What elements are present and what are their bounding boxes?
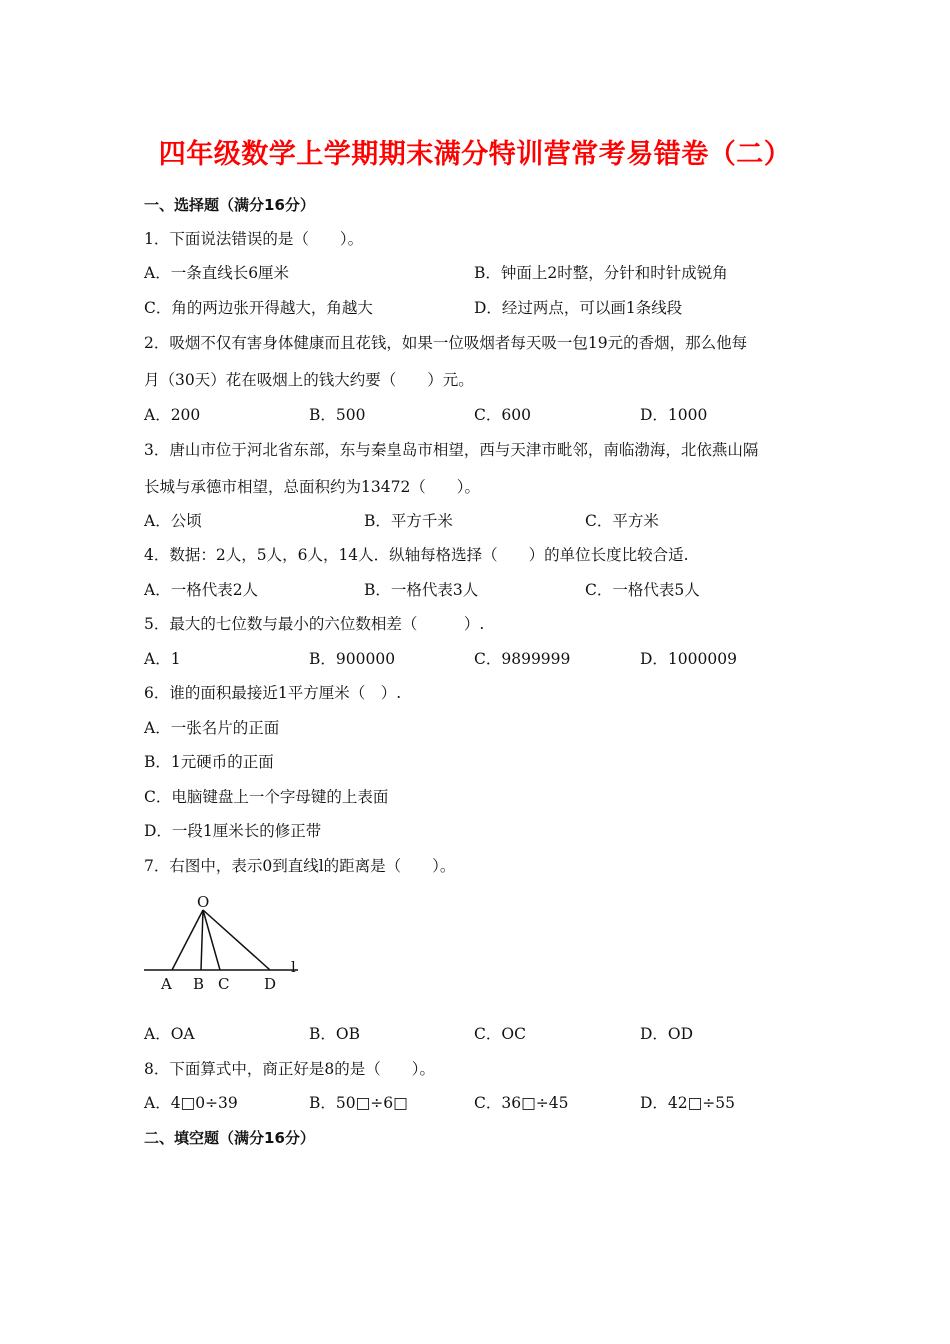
question-8-stem: 8．下面算式中，商正好是8的是（ ）。 bbox=[144, 1060, 435, 1078]
segment-ob bbox=[201, 910, 203, 970]
question-3-option-c: C．平方米 bbox=[585, 512, 659, 530]
question-5-stem: 5．最大的七位数与最小的六位数相差（ ）. bbox=[144, 615, 485, 633]
question-2-option-b: B．500 bbox=[309, 406, 366, 424]
segment-oc bbox=[203, 910, 220, 970]
question-1-stem: 1．下面说法错误的是（ ）。 bbox=[144, 230, 364, 248]
question-8-option-a: A．4□0÷39 bbox=[144, 1094, 238, 1112]
question-2-option-c: C．600 bbox=[474, 406, 531, 424]
question-4-option-b: B．一格代表3人 bbox=[364, 581, 479, 599]
question-4-option-c: C．一格代表5人 bbox=[585, 581, 700, 599]
question-5-option-a: A．1 bbox=[144, 650, 181, 668]
question-8-option-b: B．50□÷6□ bbox=[309, 1094, 408, 1112]
question-7-option-c: C．OC bbox=[474, 1025, 526, 1043]
question-1-option-d: D．经过两点，可以画1条线段 bbox=[474, 299, 683, 317]
question-6-option-a: A．一张名片的正面 bbox=[144, 719, 280, 737]
label-d: D bbox=[264, 975, 277, 993]
question-2-stem-line2: 月（30天）花在吸烟上的钱大约要（ ）元。 bbox=[144, 371, 474, 389]
segment-oa bbox=[172, 910, 203, 970]
question-2-stem-line1: 2．吸烟不仅有害身体健康而且花钱，如果一位吸烟者每天吸一包19元的香烟，那么他每 bbox=[144, 334, 748, 352]
question-2-option-a: A．200 bbox=[144, 406, 201, 424]
label-a: A bbox=[161, 975, 172, 993]
question-3-option-a: A．公顷 bbox=[144, 512, 202, 530]
question-6-option-d: D．一段1厘米长的修正带 bbox=[144, 822, 322, 840]
question-5-option-b: B．900000 bbox=[309, 650, 396, 668]
question-7-option-a: A．OA bbox=[144, 1025, 195, 1043]
question-3-stem-line2: 长城与承德市相望，总面积约为13472（ ）。 bbox=[144, 478, 481, 496]
question-1-option-b: B．钟面上2时整，分针和时针成锐角 bbox=[474, 264, 728, 282]
question-3-stem-line1: 3．唐山市位于河北省东部，东与秦皇岛市相望，西与天津市毗邻，南临渤海，北依燕山隔 bbox=[144, 441, 759, 459]
question-6-stem: 6．谁的面积最接近1平方厘米（ ）. bbox=[144, 684, 402, 702]
question-4-option-a: A．一格代表2人 bbox=[144, 581, 259, 599]
question-7-stem: 7．右图中，表示0到直线l的距离是（ ）。 bbox=[144, 857, 456, 875]
label-o: O bbox=[197, 893, 210, 911]
question-2-option-d: D．1000 bbox=[640, 406, 708, 424]
perpendicular-distance-figure bbox=[140, 888, 320, 998]
label-b: B bbox=[193, 975, 205, 993]
section-heading-choice: 一、选择题（满分16分） bbox=[144, 196, 315, 214]
question-7-option-d: D．OD bbox=[640, 1025, 694, 1043]
question-8-option-d: D．42□÷55 bbox=[640, 1094, 736, 1112]
question-1-option-a: A．一条直线长6厘米 bbox=[144, 264, 290, 282]
question-5-option-d: D．1000009 bbox=[640, 650, 737, 668]
question-6-option-b: B．1元硬币的正面 bbox=[144, 753, 274, 771]
question-7-option-b: B．OB bbox=[309, 1025, 360, 1043]
question-8-option-c: C．36□÷45 bbox=[474, 1094, 569, 1112]
section-heading-fill-in: 二、填空题（满分16分） bbox=[144, 1129, 315, 1147]
question-6-option-c: C．电脑键盘上一个字母键的上表面 bbox=[144, 788, 389, 806]
question-1-option-c: C．角的两边张开得越大，角越大 bbox=[144, 299, 373, 317]
question-3-option-b: B．平方千米 bbox=[364, 512, 453, 530]
label-l: l bbox=[291, 958, 296, 976]
label-c: C bbox=[218, 975, 230, 993]
question-4-stem: 4．数据：2人，5人，6人，14人．纵轴每格选择（ ）的单位长度比较合适. bbox=[144, 546, 689, 564]
question-5-option-c: C．9899999 bbox=[474, 650, 571, 668]
segment-od bbox=[203, 910, 270, 970]
page-title: 四年级数学上学期期末满分特训营常考易错卷（二） bbox=[158, 139, 792, 170]
